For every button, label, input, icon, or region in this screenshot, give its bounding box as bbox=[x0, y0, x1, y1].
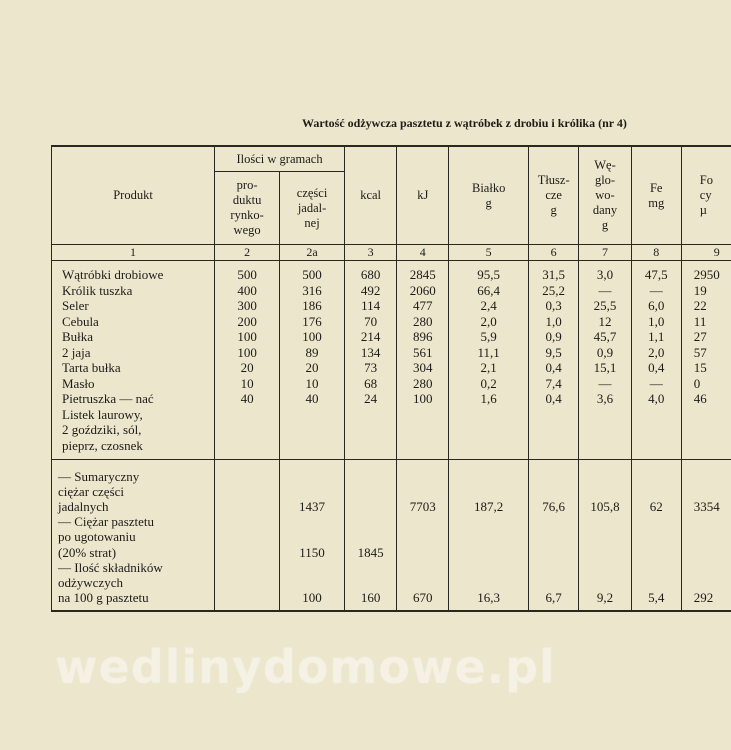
summary-col3-value bbox=[345, 514, 396, 529]
summary-col3-value bbox=[345, 469, 396, 484]
col7-value: — bbox=[598, 282, 612, 298]
summary-col9-value bbox=[694, 469, 731, 484]
col8-value: 0,4 bbox=[648, 360, 665, 375]
col6-value: 0,9 bbox=[545, 329, 562, 344]
col5-value: 0,2 bbox=[480, 375, 497, 391]
col9-value: 27 bbox=[693, 329, 707, 344]
summary-col5-value bbox=[449, 469, 528, 484]
col2-value bbox=[215, 438, 279, 454]
col8-value: — bbox=[649, 375, 663, 391]
summary-labels-value: — Sumaryczny bbox=[58, 468, 140, 484]
summary-col9-value: 292 bbox=[693, 590, 714, 606]
summary-labels-value: odżywczych bbox=[58, 574, 123, 590]
summary-col7-value bbox=[579, 545, 630, 560]
col5-cell bbox=[449, 261, 529, 460]
col9-value bbox=[694, 438, 731, 454]
col8-value: 6,0 bbox=[648, 298, 665, 313]
col2-value: 300 bbox=[237, 298, 257, 313]
summary-col9-value bbox=[694, 560, 731, 575]
summary-col9-value bbox=[694, 514, 731, 529]
summary-col7-value bbox=[579, 514, 630, 529]
col-number: 7 bbox=[579, 245, 631, 261]
summary-col4-value bbox=[397, 575, 448, 590]
header-tluszcze: Tłusz- cze g bbox=[528, 146, 578, 245]
summary-col3-value bbox=[345, 499, 396, 514]
col6-value: 25,2 bbox=[542, 282, 566, 298]
summary-col7-value bbox=[579, 484, 630, 499]
col9-cell bbox=[681, 261, 731, 460]
col3-value: 70 bbox=[364, 313, 378, 329]
col8-value: 47,5 bbox=[644, 267, 668, 282]
products-value: Cebula bbox=[62, 313, 99, 329]
col8-value: 4,0 bbox=[648, 391, 665, 406]
col2a-cell bbox=[280, 261, 345, 460]
summary-col3-value bbox=[345, 484, 396, 499]
summary-labels-value: jadalnych bbox=[58, 499, 109, 515]
col8-cell bbox=[631, 261, 681, 460]
col-number: 2a bbox=[280, 245, 345, 261]
header-produktu: pro- duktu rynko- wego bbox=[215, 172, 280, 245]
col3-value bbox=[345, 422, 396, 438]
header-kj: kJ bbox=[397, 146, 449, 245]
col8-value: 2,0 bbox=[648, 344, 665, 360]
summary-col2a-value bbox=[280, 575, 344, 590]
summary-col3-value bbox=[345, 529, 396, 544]
col6-value bbox=[529, 422, 578, 438]
summary-labels-value: ciężar części bbox=[58, 483, 125, 499]
summary-labels-value: na 100 g pasztetu bbox=[58, 590, 149, 606]
summary-col6-value bbox=[529, 560, 578, 575]
summary-col6-cell bbox=[528, 460, 578, 612]
col3-value: 134 bbox=[360, 344, 381, 360]
col6-value bbox=[529, 407, 578, 423]
summary-col4-value bbox=[397, 529, 448, 544]
col9-value: 57 bbox=[693, 344, 707, 360]
summary-col5-value bbox=[449, 514, 528, 529]
col5-value bbox=[449, 422, 528, 438]
summary-col9-value: 3354 bbox=[693, 499, 720, 515]
col2-value bbox=[215, 422, 279, 438]
summary-labels-value: po ugotowaniu bbox=[58, 529, 136, 545]
col3-value bbox=[345, 438, 396, 454]
summary-col2a-cell bbox=[280, 460, 345, 612]
summary-labels-value: — Ilość składników bbox=[58, 559, 163, 575]
col5-value: 11,1 bbox=[477, 344, 500, 360]
products-value: Bułka bbox=[62, 329, 94, 344]
col3-value: 68 bbox=[364, 375, 378, 391]
col2a-value: 500 bbox=[302, 267, 322, 282]
col4-value: 280 bbox=[413, 313, 433, 329]
col9-value: 46 bbox=[693, 391, 707, 406]
col4-value: 2060 bbox=[409, 282, 436, 298]
summary-col6-value bbox=[529, 529, 578, 544]
summary-col7-value bbox=[579, 560, 630, 575]
summary-col9-value bbox=[694, 484, 731, 499]
table-title: Wartość odżywcza pasztetu z wątróbek z drobiu i królika (nr 4) bbox=[302, 116, 627, 130]
col2-value: 40 bbox=[240, 391, 254, 406]
summary-col4-value bbox=[397, 560, 448, 575]
col4-value: 561 bbox=[413, 344, 433, 360]
products-value: pieprz, czosnek bbox=[62, 437, 143, 453]
header-weglowodany: Wę- glo- wo- dany g bbox=[579, 146, 631, 245]
summary-col7-value bbox=[579, 529, 630, 544]
col2-value: 100 bbox=[237, 329, 257, 344]
col9-value bbox=[694, 422, 731, 438]
summary-col6-value bbox=[529, 545, 578, 560]
col5-value: 2,0 bbox=[480, 313, 497, 329]
col8-value: 1,0 bbox=[648, 313, 665, 329]
col4-value bbox=[397, 438, 448, 454]
col6-value: 9,5 bbox=[545, 344, 562, 360]
col7-value: 0,9 bbox=[596, 344, 614, 360]
col5-value: 95,5 bbox=[477, 267, 501, 282]
col-number: 4 bbox=[397, 245, 449, 261]
products-value: 2 goździki, sól, bbox=[62, 422, 142, 437]
col2a-value bbox=[280, 422, 344, 438]
col3-value bbox=[345, 407, 396, 423]
summary-col4-value bbox=[397, 514, 448, 529]
watermark: wedlinydomowe.pl bbox=[55, 640, 556, 694]
summary-col3-cell bbox=[345, 460, 397, 612]
col5-value: 1,6 bbox=[480, 391, 497, 406]
products-value: Pietruszka — nać bbox=[62, 391, 154, 406]
nutrition-table bbox=[51, 145, 731, 612]
header-kcal: kcal bbox=[345, 146, 397, 245]
col2a-value: 186 bbox=[302, 298, 322, 313]
col6-cell bbox=[528, 261, 578, 460]
col2a-value: 176 bbox=[302, 313, 322, 329]
products-value: Seler bbox=[62, 298, 89, 313]
col7-value: — bbox=[598, 375, 612, 391]
col6-value: 7,4 bbox=[545, 375, 562, 391]
summary-col5-value: 16,3 bbox=[477, 590, 501, 606]
col7-value bbox=[579, 438, 630, 454]
col2a-value bbox=[280, 438, 344, 454]
products-value: Listek laurowy, bbox=[62, 406, 143, 422]
col2-value: 400 bbox=[237, 282, 257, 298]
col3-value: 680 bbox=[360, 267, 381, 282]
summary-col9-value bbox=[694, 575, 731, 590]
col9-value: 0 bbox=[693, 375, 701, 391]
header-ilosci: Ilości w gramach bbox=[215, 146, 345, 172]
col9-value: 11 bbox=[693, 313, 707, 329]
summary-col6-value bbox=[529, 514, 578, 529]
header-fo: Fo cy µ bbox=[681, 146, 731, 245]
header-czesci: części jadal- nej bbox=[280, 172, 345, 245]
col5-value: 66,4 bbox=[477, 282, 501, 298]
col3-cell bbox=[345, 261, 397, 460]
col2a-value: 10 bbox=[305, 375, 319, 391]
summary-col2a-value bbox=[280, 529, 344, 544]
summary-col5-value bbox=[449, 545, 528, 560]
col5-value bbox=[449, 438, 528, 454]
summary-col6-value bbox=[529, 469, 578, 484]
col2a-value: 100 bbox=[302, 329, 322, 344]
col2-cell bbox=[215, 261, 280, 460]
summary-col7-value bbox=[579, 575, 630, 590]
col7-value: 12 bbox=[598, 313, 612, 329]
col9-value: 15 bbox=[693, 360, 707, 375]
col-number: 6 bbox=[528, 245, 578, 261]
summary-col5-value bbox=[449, 560, 528, 575]
summary-labels-cell bbox=[52, 460, 215, 612]
col2a-value: 20 bbox=[305, 360, 319, 375]
summary-col8-value bbox=[632, 545, 681, 560]
col7-value: 3,0 bbox=[596, 267, 614, 282]
col3-value: 24 bbox=[364, 391, 378, 406]
col4-value: 896 bbox=[413, 329, 433, 344]
products-value: Masło bbox=[62, 375, 95, 391]
col4-value: 100 bbox=[413, 391, 433, 406]
col6-value: 0,3 bbox=[545, 298, 562, 313]
col4-value: 2845 bbox=[409, 267, 436, 282]
col9-value: 19 bbox=[693, 282, 707, 298]
summary-col4-value bbox=[397, 469, 448, 484]
summary-col2-cell bbox=[215, 460, 280, 612]
col-number: 9 bbox=[681, 245, 731, 261]
summary-labels-value: — Ciężar pasztetu bbox=[58, 514, 155, 530]
col2a-value bbox=[280, 407, 344, 423]
col5-value: 2,4 bbox=[480, 298, 497, 313]
header-produkt: Produkt bbox=[52, 146, 215, 245]
summary-col5-value bbox=[449, 529, 528, 544]
col2-value: 10 bbox=[240, 375, 254, 391]
summary-col2a-value: 1150 bbox=[299, 544, 325, 560]
ingredients-block bbox=[52, 261, 731, 460]
summary-col4-value: 670 bbox=[413, 590, 433, 606]
summary-col8-value bbox=[632, 484, 681, 499]
summary-col7-value: 9,2 bbox=[596, 590, 614, 606]
summary-col5-value: 187,2 bbox=[474, 499, 504, 515]
col7-value: 3,6 bbox=[596, 391, 614, 406]
col6-value: 0,4 bbox=[545, 360, 562, 375]
summary-col6-value: 6,7 bbox=[545, 590, 562, 606]
col8-value: 1,1 bbox=[648, 329, 665, 344]
products-value: Tarta bułka bbox=[62, 360, 121, 375]
col9-value bbox=[694, 407, 731, 423]
col2a-value: 89 bbox=[305, 344, 319, 360]
summary-col9-cell bbox=[681, 460, 731, 612]
summary-col2a-value: 1437 bbox=[299, 499, 326, 515]
summary-col2a-value: 100 bbox=[302, 590, 322, 606]
col-number: 1 bbox=[52, 245, 215, 261]
summary-col8-value bbox=[632, 529, 681, 544]
col2-value: 100 bbox=[237, 344, 257, 360]
summary-col4-value: 7703 bbox=[409, 499, 436, 515]
col2a-value: 316 bbox=[302, 282, 322, 298]
col2-value: 200 bbox=[237, 313, 257, 329]
summary-col2a-value bbox=[280, 560, 344, 575]
col2a-value: 40 bbox=[305, 391, 319, 406]
col5-value: 5,9 bbox=[480, 329, 497, 344]
summary-col8-value bbox=[632, 575, 681, 590]
summary-block bbox=[52, 460, 731, 612]
products-value: 2 jaja bbox=[62, 344, 91, 360]
summary-col8-value: 62 bbox=[649, 499, 663, 515]
col4-value: 477 bbox=[413, 298, 433, 313]
summary-col7-cell bbox=[579, 460, 631, 612]
col8-value bbox=[632, 407, 681, 423]
products-cell bbox=[52, 261, 215, 460]
summary-col4-value bbox=[397, 484, 448, 499]
summary-col3-value bbox=[345, 575, 396, 590]
col6-value: 1,0 bbox=[545, 313, 562, 329]
col7-value bbox=[579, 407, 630, 423]
col7-value: 15,1 bbox=[593, 360, 617, 375]
header-bialko: Białko g bbox=[449, 146, 529, 245]
summary-col9-value bbox=[694, 545, 731, 560]
col5-value: 2,1 bbox=[480, 360, 497, 375]
col-number: 2 bbox=[215, 245, 280, 261]
col-number: 8 bbox=[631, 245, 681, 261]
col2-value: 500 bbox=[237, 267, 257, 282]
summary-col6-value bbox=[529, 484, 578, 499]
summary-col3-value: 160 bbox=[360, 590, 381, 606]
summary-col6-value: 76,6 bbox=[542, 499, 566, 515]
summary-col8-cell bbox=[631, 460, 681, 612]
col4-value: 280 bbox=[413, 375, 433, 391]
col3-value: 492 bbox=[360, 282, 381, 298]
summary-col4-value bbox=[397, 545, 448, 560]
summary-col5-cell bbox=[449, 460, 529, 612]
col4-cell bbox=[397, 261, 449, 460]
header-fe: Fe mg bbox=[631, 146, 681, 245]
products-value: Królik tuszka bbox=[62, 282, 133, 298]
col3-value: 114 bbox=[361, 298, 381, 313]
summary-col2a-value bbox=[280, 514, 344, 529]
col4-value bbox=[397, 407, 448, 423]
summary-col9-value bbox=[694, 529, 731, 544]
summary-col2a-value bbox=[280, 469, 344, 484]
column-number-row bbox=[52, 245, 731, 261]
col8-value: — bbox=[649, 282, 663, 298]
col-number: 3 bbox=[345, 245, 397, 261]
col7-value: 25,5 bbox=[593, 298, 617, 313]
col7-cell bbox=[579, 261, 631, 460]
col6-value: 0,4 bbox=[545, 391, 562, 406]
summary-col5-value bbox=[449, 484, 528, 499]
summary-col6-value bbox=[529, 575, 578, 590]
col7-value bbox=[579, 422, 630, 438]
summary-col7-value bbox=[579, 469, 630, 484]
col4-value: 304 bbox=[413, 360, 433, 375]
col9-value: 22 bbox=[693, 298, 707, 313]
col3-value: 214 bbox=[360, 329, 381, 344]
summary-col3-value bbox=[345, 560, 396, 575]
summary-labels-value: (20% strat) bbox=[58, 544, 117, 560]
summary-col8-value bbox=[632, 514, 681, 529]
col8-value bbox=[632, 438, 681, 454]
summary-col4-cell bbox=[397, 460, 449, 612]
summary-col3-value: 1845 bbox=[357, 544, 384, 560]
col6-value bbox=[529, 438, 578, 454]
col2-value bbox=[215, 407, 279, 423]
col5-value bbox=[449, 407, 528, 423]
summary-col5-value bbox=[449, 575, 528, 590]
col2-value: 20 bbox=[240, 360, 254, 375]
summary-col8-value bbox=[632, 560, 681, 575]
products-value: Wątróbki drobiowe bbox=[62, 267, 164, 282]
col-number: 5 bbox=[449, 245, 529, 261]
summary-col2a-value bbox=[280, 484, 344, 499]
col4-value bbox=[397, 422, 448, 438]
summary-col8-value bbox=[632, 469, 681, 484]
col9-value: 2950 bbox=[693, 267, 720, 282]
summary-col7-value: 105,8 bbox=[590, 499, 620, 515]
col7-value: 45,7 bbox=[593, 329, 617, 344]
col3-value: 73 bbox=[364, 360, 378, 375]
col6-value: 31,5 bbox=[542, 267, 566, 282]
col8-value bbox=[632, 422, 681, 438]
summary-col8-value: 5,4 bbox=[648, 590, 665, 606]
